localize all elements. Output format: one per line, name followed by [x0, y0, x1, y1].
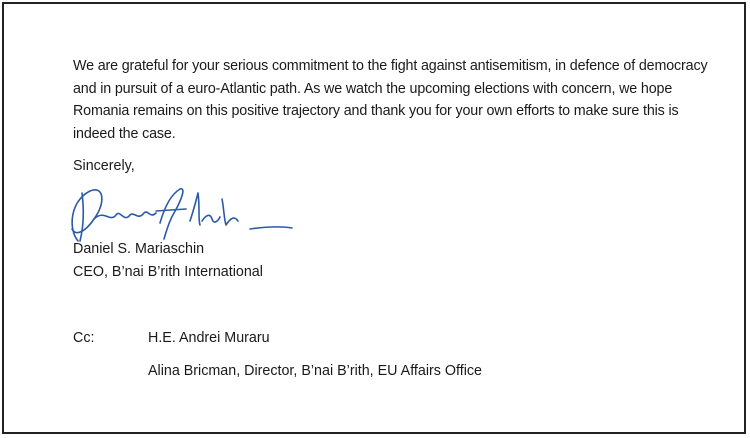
paragraph-line: and in pursuit of a euro-Atlantic path. As we watch the upcoming elections with concern, we hope [73, 80, 673, 97]
signature-block [73, 238, 263, 283]
cc-recipient: Alina Bricman, Director, B’nai B’rith, EU Affairs Office [148, 363, 482, 379]
paragraph-line: indeed the case. [73, 125, 176, 142]
cc-label: Cc: [73, 330, 95, 346]
signer-title: CEO, B’nai B’rith International [73, 263, 263, 280]
paragraph-line: We are grateful for your serious commitment to the fight against antisemitism, in defence of democracy [73, 58, 708, 74]
closing: Sincerely, [73, 158, 135, 174]
paragraph-line: Romania remains on this positive trajectory and thank you for your own efforts to make sure this is [73, 103, 679, 119]
cc-recipient: H.E. Andrei Muraru [148, 330, 270, 346]
body-paragraph [73, 55, 708, 145]
letter-page [2, 2, 746, 434]
signer-name: Daniel S. Mariaschin [73, 241, 205, 257]
